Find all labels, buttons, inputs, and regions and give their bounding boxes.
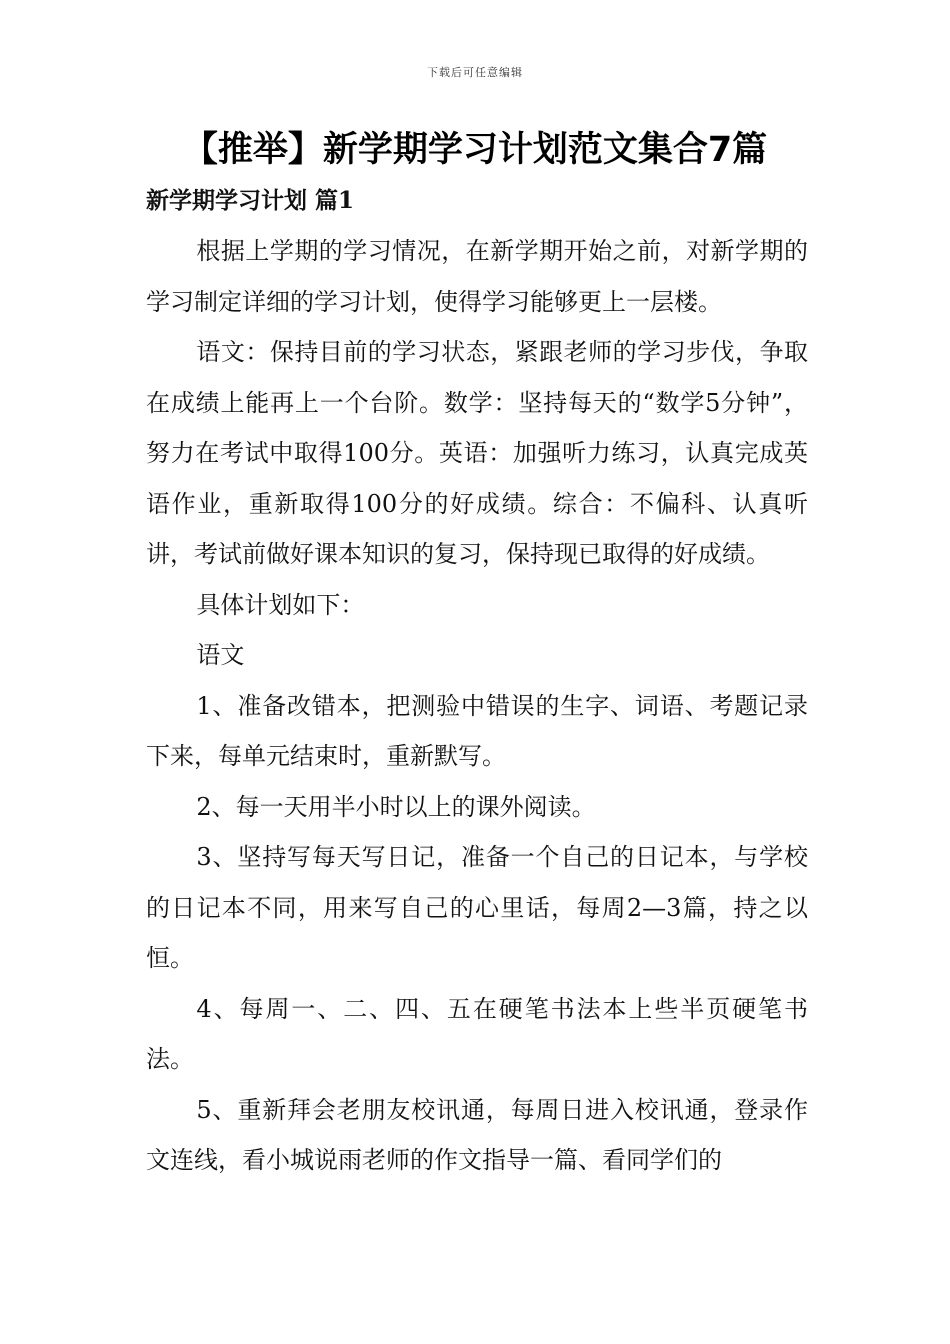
paragraph-subject-goals: 语文：保持目前的学习状态，紧跟老师的学习步伐，争取在成绩上能再上一个台阶。数学：坚持每天的“数学5分钟”，努力在考试中取得100分。英语：加强听力练习，认真完成英语作业，重新取得100分的好成绩。综合：不偏科、认真听讲，考试前做好课本知识的复习，保持现已取得的好成绩。 <box>146 338 808 568</box>
paragraph-chinese-heading: 语文 <box>196 641 245 669</box>
paragraph-item-5: 5、重新拜会老朋友校讯通，每周日进入校讯通，登录作文连线，看小城说雨老师的作文指导一篇、看同学们的 <box>146 1095 808 1174</box>
paragraph-plan-intro: 具体计划如下： <box>196 590 365 619</box>
document-title: 【推举】新学期学习计划范文集合7篇 <box>182 130 768 170</box>
header-note: 下载后可任意编辑 <box>427 66 523 79</box>
section-heading: 新学期学习计划 篇1 <box>146 187 355 214</box>
paragraph-item-4: 4、每周一、二、四、五在硬笔书法本上些半页硬笔书法。 <box>146 994 808 1073</box>
paragraph-item-3: 3、坚持写每天写日记，准备一个自己的日记本，与学校的日记本不同，用来写自己的心里话，每周2—3篇，持之以恒。 <box>146 843 808 972</box>
paragraph-item-2: 2、每一天用半小时以上的课外阅读。 <box>196 792 596 821</box>
paragraph-intro: 根据上学期的学习情况，在新学期开始之前，对新学期的学习制定详细的学习计划，使得学习能够更上一层楼。 <box>146 237 808 316</box>
paragraph-item-1: 1、准备改错本，把测验中错误的生字、词语、考题记录下来，每单元结束时，重新默写。 <box>146 691 808 770</box>
document-body <box>146 226 808 1186</box>
